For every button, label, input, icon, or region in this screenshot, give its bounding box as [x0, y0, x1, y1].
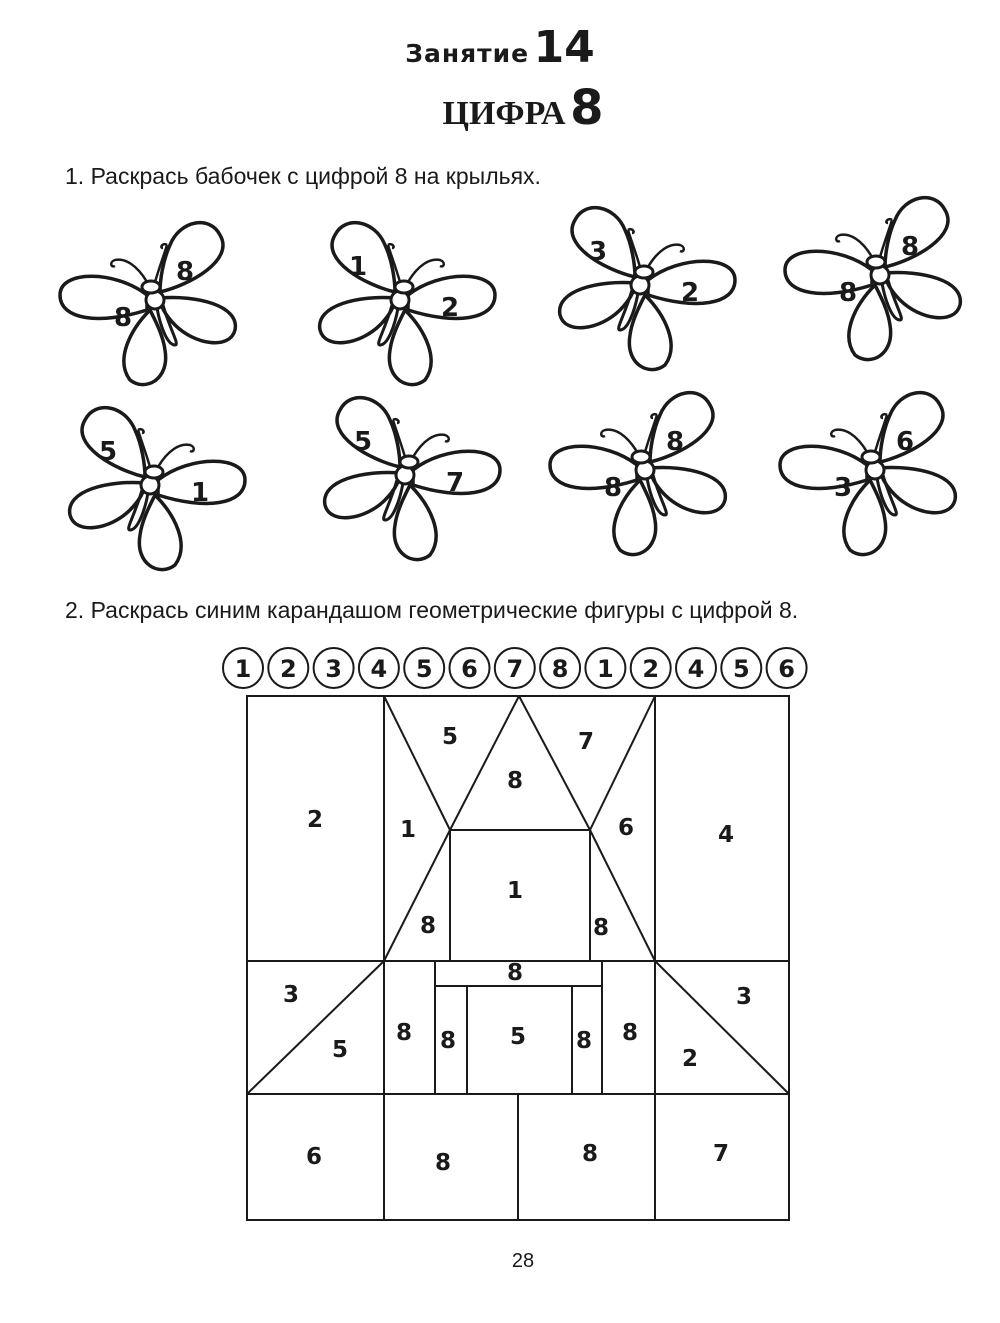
number-circle-label: 3: [325, 655, 342, 683]
number-circle[interactable]: [359, 648, 399, 688]
shape-number[interactable]: 4: [717, 822, 735, 848]
shape-number[interactable]: 8: [506, 768, 524, 794]
butterfly-lower-number: 2: [440, 293, 460, 323]
number-circle-label: 4: [687, 655, 705, 683]
shape-number[interactable]: 8: [581, 1141, 599, 1167]
shape-number[interactable]: 1: [399, 817, 417, 843]
number-circle[interactable]: [314, 648, 354, 688]
number-circle-label: 7: [506, 655, 524, 683]
number-circle[interactable]: [721, 648, 761, 688]
title-word: ЦИФРА: [442, 95, 566, 132]
shape-number[interactable]: 7: [712, 1141, 730, 1167]
butterfly-upper-number: 5: [98, 437, 118, 467]
number-circle-label: 1: [597, 655, 614, 683]
number-circle-label: 1: [234, 655, 252, 683]
shape-number[interactable]: 6: [305, 1144, 323, 1170]
number-circle-label: 6: [461, 655, 478, 683]
page-number: 28: [511, 1250, 535, 1272]
butterfly-upper-number: 6: [895, 427, 915, 457]
shape-number[interactable]: 2: [681, 1046, 699, 1072]
shape-number[interactable]: 8: [439, 1028, 457, 1054]
title-digit: 8: [570, 80, 604, 136]
number-circle-label: 4: [370, 655, 388, 683]
number-circle[interactable]: [631, 648, 671, 688]
number-circle[interactable]: [540, 648, 580, 688]
task-2-instruction: 2. Раскрась синим карандашом геометрические фигуры с цифрой 8.: [65, 597, 799, 623]
butterfly-lower-number: 8: [113, 303, 133, 333]
lesson-number: 14: [533, 22, 595, 73]
shape-number[interactable]: 5: [441, 724, 459, 750]
shape-number[interactable]: 8: [506, 960, 524, 986]
shape-number[interactable]: 3: [282, 982, 300, 1008]
shape-number[interactable]: 8: [621, 1020, 639, 1046]
shape-number[interactable]: 8: [592, 915, 610, 941]
shape-number[interactable]: 8: [395, 1020, 413, 1046]
shape-number[interactable]: 3: [735, 984, 753, 1010]
number-circle-label: 5: [732, 655, 750, 683]
butterfly-upper-number: 8: [665, 427, 685, 457]
butterfly-upper-number: 5: [353, 427, 373, 457]
number-circle-label: 8: [551, 655, 569, 683]
number-circle-label: 2: [642, 655, 660, 683]
shape-number[interactable]: 5: [509, 1024, 527, 1050]
shape-number[interactable]: 7: [577, 729, 595, 755]
number-circle-label: 6: [778, 655, 795, 683]
number-circle-label: 5: [415, 655, 433, 683]
number-circle[interactable]: [585, 648, 625, 688]
number-circle[interactable]: [676, 648, 716, 688]
shape-number[interactable]: 8: [434, 1150, 452, 1176]
butterfly-upper-number: 8: [175, 257, 195, 287]
number-circle[interactable]: [767, 648, 807, 688]
number-circle[interactable]: [223, 648, 263, 688]
number-circle[interactable]: [404, 648, 444, 688]
number-circle[interactable]: [268, 648, 308, 688]
butterfly-lower-number: 8: [603, 473, 623, 503]
shape-number[interactable]: 1: [506, 878, 524, 904]
shape-number[interactable]: 2: [306, 807, 324, 833]
butterfly-lower-number: 2: [680, 278, 700, 308]
shape-number[interactable]: 8: [419, 913, 437, 939]
butterfly-upper-number: 8: [900, 232, 920, 262]
divider-line: [450, 696, 519, 830]
shape-number[interactable]: 6: [617, 815, 635, 841]
number-circle[interactable]: [450, 648, 490, 688]
butterfly-upper-number: 1: [348, 252, 368, 282]
lesson-word: Занятие: [405, 39, 530, 68]
divider-line: [655, 961, 789, 1094]
divider-line: [247, 961, 384, 1094]
divider-line: [384, 696, 450, 830]
task-1-instruction: 1. Раскрась бабочек с цифрой 8 на крыльях.: [65, 163, 541, 189]
butterfly-lower-number: 3: [833, 473, 853, 503]
number-circle[interactable]: [495, 648, 535, 688]
butterfly-lower-number: 1: [190, 478, 210, 508]
shape-number[interactable]: 5: [331, 1037, 349, 1063]
divider-line: [519, 696, 590, 830]
shape-number[interactable]: 8: [575, 1028, 593, 1054]
butterfly-lower-number: 7: [445, 468, 465, 498]
divider-line: [590, 696, 655, 830]
number-circle-label: 2: [279, 655, 297, 683]
divider-line: [590, 830, 655, 961]
butterfly-lower-number: 8: [838, 278, 858, 308]
divider-line: [384, 830, 450, 961]
butterfly-upper-number: 3: [588, 237, 608, 267]
